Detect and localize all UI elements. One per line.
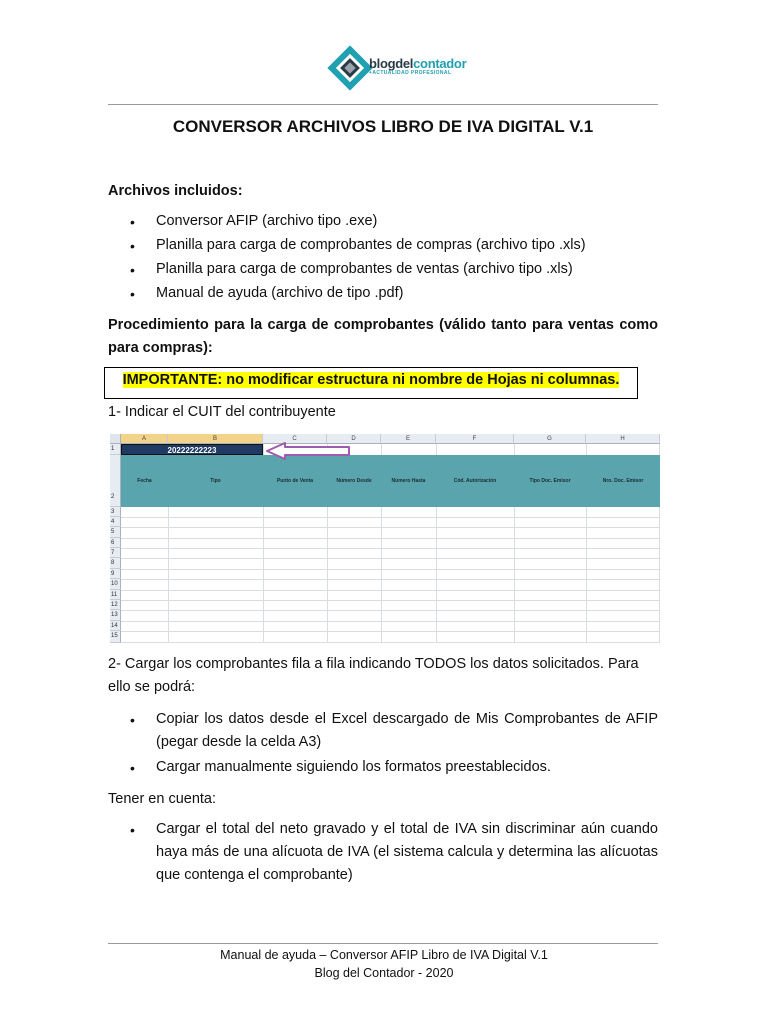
logo-name-part1: blogdel: [369, 56, 414, 71]
bullet-icon: •: [130, 712, 135, 728]
step2-option: Cargar manualmente siguiendo los formatos preestablecidos.: [156, 759, 551, 775]
bullet-icon: •: [130, 760, 135, 776]
grid-line: [121, 631, 660, 632]
page-title: CONVERSOR ARCHIVOS LIBRO DE IVA DIGITAL V.1: [172, 117, 594, 136]
grid-line: [121, 527, 660, 528]
column-header: A: [121, 434, 168, 444]
bullet-icon: •: [130, 822, 135, 838]
header-cell: Punto de Venta: [276, 478, 314, 484]
column-header: H: [586, 434, 660, 444]
header-cell: Nro. Doc. Emisor: [602, 478, 644, 484]
included-heading: Archivos incluidos:: [108, 183, 243, 199]
grid-line: [121, 548, 660, 549]
grid-line: [121, 621, 660, 622]
important-box: [104, 367, 638, 399]
arrow-left-icon: [265, 442, 351, 466]
select-all-corner: [110, 434, 121, 444]
row-header: 7: [110, 548, 121, 558]
grid-line: [121, 642, 660, 643]
spreadsheet-image: [110, 434, 660, 643]
footer-divider: [108, 943, 658, 944]
header-cell: Cód. Autorización: [453, 478, 497, 484]
note-heading: Tener en cuenta:: [108, 791, 217, 807]
footer-line2: Blog del Contador - 2020: [314, 966, 454, 980]
grid-line: [121, 579, 660, 580]
row-header: 5: [110, 527, 121, 538]
grid-line: [121, 558, 660, 559]
bullet-icon: •: [130, 238, 135, 254]
header-cell: Número Hasta: [391, 478, 426, 484]
row-header: 13: [110, 610, 121, 621]
grid-line: [121, 610, 660, 611]
footer-line1: Manual de ayuda – Conversor AFIP Libro de IVA Digital V.1: [220, 948, 548, 962]
row-header: 14: [110, 621, 121, 631]
row-header: 2: [110, 455, 121, 507]
step2-text: 2- Cargar los comprobantes fila a fila indicando TODOS los datos solicitados. Para ello se podrá:: [108, 656, 639, 695]
included-file-item: Conversor AFIP (archivo tipo .exe): [156, 213, 378, 229]
grid-line: [121, 538, 660, 539]
header-cell: Número Desde: [336, 478, 372, 484]
row-header: 15: [110, 631, 121, 643]
column-header: C: [263, 434, 327, 444]
procedure-heading: Procedimiento para la carga de comprobantes (válido tanto para ventas como para compras):: [108, 317, 658, 356]
row-header: 9: [110, 569, 121, 579]
row-header: 12: [110, 600, 121, 610]
included-file-item: Planilla para carga de comprobantes de ventas (archivo tipo .xls): [156, 261, 573, 277]
row-header: 11: [110, 590, 121, 600]
logo-name-part2: contador: [413, 56, 467, 71]
logo-wordmark: [369, 56, 466, 76]
bullet-icon: •: [130, 286, 135, 302]
row-header: 10: [110, 579, 121, 590]
important-note: IMPORTANTE: no modificar estructura ni nombre de Hojas ni columnas.: [122, 372, 620, 388]
grid-line: [121, 517, 660, 518]
row-header: 6: [110, 538, 121, 548]
column-header: G: [514, 434, 586, 444]
header-cell: Tipo: [210, 478, 221, 484]
row-header: 8: [110, 558, 121, 569]
header-cell: Fecha: [137, 478, 152, 484]
logo-tagline: +ACTUALIDAD PROFESIONAL: [369, 70, 452, 76]
bullet-icon: •: [130, 214, 135, 230]
row-header: 3: [110, 507, 121, 517]
bullet-icon: •: [130, 262, 135, 278]
included-file-item: Manual de ayuda (archivo de tipo .pdf): [156, 285, 404, 301]
row-header: 4: [110, 517, 121, 527]
row-header: 1: [110, 444, 121, 455]
column-header: D: [327, 434, 381, 444]
header-divider: [108, 104, 658, 105]
included-file-item: Planilla para carga de comprobantes de compras (archivo tipo .xls): [156, 237, 586, 253]
grid-line: [121, 600, 660, 601]
step2-option: Copiar los datos desde el Excel descargado de Mis Comprobantes de AFIP (pegar desde la celda A3): [156, 711, 658, 750]
step1-text: 1- Indicar el CUIT del contribuyente: [108, 404, 336, 420]
grid-line: [121, 569, 660, 570]
header-cell: Tipo Doc. Emisor: [529, 478, 571, 484]
column-header: F: [436, 434, 514, 444]
note-item: Cargar el total del neto gravado y el total de IVA sin discriminar aún cuando haya más de una alícuota de IVA (el sistema calcula y determina las alícuotas que contenga el comprobante): [156, 821, 658, 883]
cuit-cell: 20222222223: [121, 444, 263, 455]
grid-line: [121, 590, 660, 591]
column-header: B: [168, 434, 263, 444]
column-header: E: [381, 434, 436, 444]
